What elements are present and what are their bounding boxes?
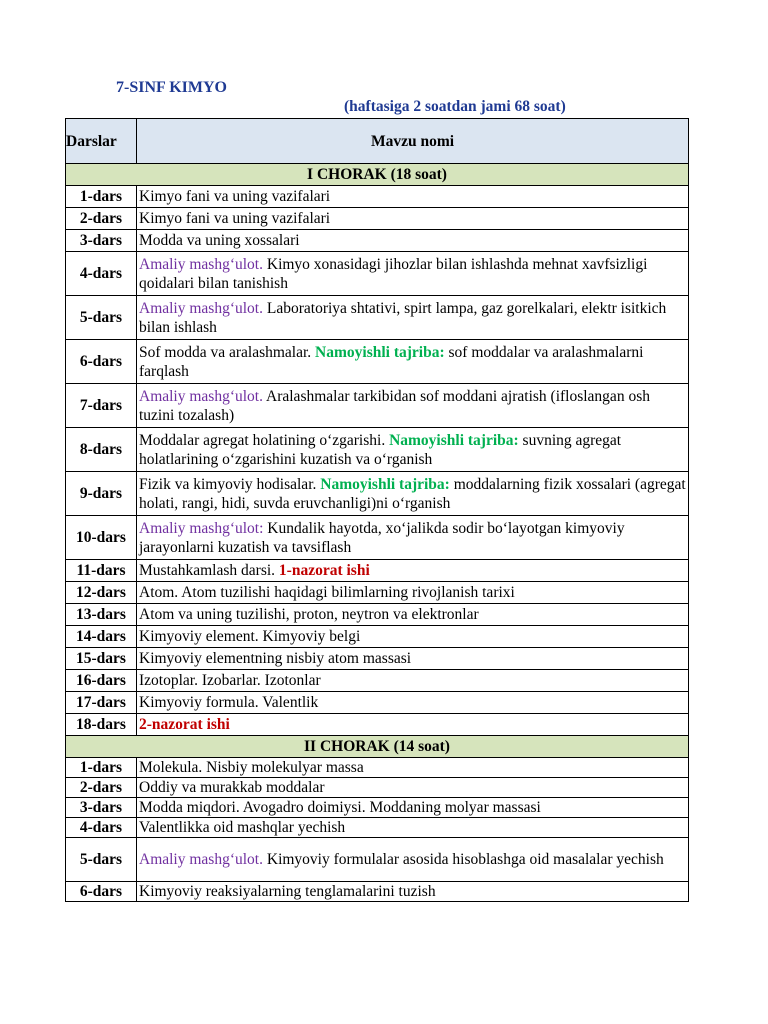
lesson-number: 7-dars <box>66 384 137 428</box>
lesson-number: 2-dars <box>66 778 137 798</box>
demo-experiment-label: Namoyishli tajriba: <box>389 431 519 449</box>
lesson-topic <box>137 648 689 670</box>
column-header-lessons: Darslar <box>66 119 137 164</box>
lesson-number: 9-dars <box>66 472 137 516</box>
lesson-topic <box>137 186 689 208</box>
lesson-number: 18-dars <box>66 714 137 736</box>
topic-text: Oddiy va murakkab moddalar <box>139 779 325 796</box>
table-row <box>66 692 689 714</box>
quarter-header-row <box>66 736 689 758</box>
topic-text: Kimyoviy formulalar asosida hisoblashga oid masalalar yechish <box>263 851 664 868</box>
topic-text: Laboratoriya shtativi, spirt lampa, gaz gorelkalari, elektr isitkich bilan ishlash <box>139 299 667 336</box>
topic-text: Kimyoviy reaksiyalarning tenglamalarini tuzish <box>139 883 436 900</box>
topic-text: Mustahkamlash darsi. <box>139 562 279 579</box>
table-row <box>66 208 689 230</box>
practical-label: Amaliy mashg‘ulot. <box>139 255 263 273</box>
topic-text: Sof modda va aralashmalar. <box>139 343 316 361</box>
lesson-topic <box>137 758 689 778</box>
lesson-number: 15-dars <box>66 648 137 670</box>
table-header-row <box>66 119 689 164</box>
column-header-topic: Mavzu nomi <box>137 119 689 164</box>
quarter-label: II CHORAK (14 soat) <box>66 736 689 758</box>
table-row <box>66 252 689 296</box>
lesson-topic <box>137 604 689 626</box>
topic-text: sof moddalar va aralashmalarni farqlash <box>139 343 644 380</box>
topic-text: Atom va uning tuzilishi, proton, neytron va elektronlar <box>139 606 479 623</box>
lesson-topic <box>137 516 689 560</box>
table-row <box>66 670 689 692</box>
lesson-topic <box>137 340 689 384</box>
topic-text: Fizik va kimyoviy hodisalar. <box>139 475 321 493</box>
lesson-topic <box>137 230 689 252</box>
table-row <box>66 340 689 384</box>
topic-text: Kimyoviy formula. Valentlik <box>139 694 319 711</box>
topic-text: Moddalar agregat holatining o‘zgarishi. <box>139 431 390 449</box>
topic-text: Kimyoviy element. Kimyoviy belgi <box>139 628 361 645</box>
lesson-number: 6-dars <box>66 340 137 384</box>
topic-text: Kimyoviy elementning nisbiy atom massasi <box>139 650 412 667</box>
table-row <box>66 604 689 626</box>
lesson-topic <box>137 428 689 472</box>
lesson-number: 14-dars <box>66 626 137 648</box>
topic-text: suvning agregat holatlarining o‘zgarishini kuzatish va o‘rganish <box>139 431 622 468</box>
table-row <box>66 714 689 736</box>
topic-text: Kimyo fani va uning vazifalari <box>139 188 331 205</box>
topic-text: Modda va uning xossalari <box>139 232 300 249</box>
lesson-number: 2-dars <box>66 208 137 230</box>
lesson-topic <box>137 472 689 516</box>
table-row <box>66 472 689 516</box>
lesson-topic <box>137 714 689 736</box>
practical-label: Amaliy mashg‘ulot. <box>139 851 263 868</box>
lesson-topic <box>137 296 689 340</box>
lesson-number: 5-dars <box>66 296 137 340</box>
practical-label: Amaliy mashg‘ulot. <box>139 387 263 405</box>
lesson-number: 10-dars <box>66 516 137 560</box>
topic-text: Izotoplar. Izobarlar. Izotonlar <box>139 672 321 689</box>
lesson-number: 4-dars <box>66 818 137 838</box>
lesson-number: 4-dars <box>66 252 137 296</box>
table-row <box>66 516 689 560</box>
table-body <box>66 164 689 902</box>
demo-experiment-label: Namoyishli tajriba: <box>320 475 450 493</box>
table-row <box>66 758 689 778</box>
topic-text: Kimyo fani va uning vazifalari <box>139 210 331 227</box>
table-row <box>66 560 689 582</box>
topic-text: Modda miqdori. Avogadro doimiysi. Moddaning molyar massasi <box>139 799 541 816</box>
lesson-plan-table <box>65 118 689 902</box>
lesson-topic <box>137 208 689 230</box>
topic-text: Aralashmalar tarkibidan sof moddani ajratish (ifloslangan osh tuzini tozalash) <box>139 387 650 424</box>
lesson-topic <box>137 560 689 582</box>
lesson-topic <box>137 384 689 428</box>
lesson-number: 16-dars <box>66 670 137 692</box>
lesson-number: 1-dars <box>66 186 137 208</box>
quarter-header-row <box>66 164 689 186</box>
test-label: 1-nazorat ishi <box>278 562 370 579</box>
lesson-number: 11-dars <box>66 560 137 582</box>
topic-text: moddalarning fizik xossalari (agregat holati, rangi, hidi, suvda eruvchanligi)ni o‘rganish <box>139 475 686 512</box>
test-label: 2-nazorat ishi <box>139 716 230 733</box>
topic-text: Kundalik hayotda, xo‘jalikda sodir bo‘layotgan kimyoviy jarayonlarni kuzatish va tavsiflash <box>139 519 625 556</box>
lesson-number: 17-dars <box>66 692 137 714</box>
table-row <box>66 778 689 798</box>
table-row <box>66 296 689 340</box>
lesson-number: 6-dars <box>66 882 137 902</box>
table-row <box>66 230 689 252</box>
lesson-topic <box>137 818 689 838</box>
table-row <box>66 798 689 818</box>
lesson-number: 3-dars <box>66 230 137 252</box>
table-row <box>66 186 689 208</box>
lesson-topic <box>137 882 689 902</box>
table-row <box>66 882 689 902</box>
page-subtitle: (haftasiga 2 soatdan jami 68 soat) <box>344 98 566 115</box>
practical-label: Amaliy mashg‘ulot: <box>139 519 264 537</box>
quarter-label: I CHORAK (18 soat) <box>66 164 689 186</box>
lesson-number: 12-dars <box>66 582 137 604</box>
table-row <box>66 648 689 670</box>
lesson-topic <box>137 692 689 714</box>
topic-text: Kimyo xonasidagi jihozlar bilan ishlashda mehnat xavfsizligi qoidalari bilan tanishish <box>139 255 648 292</box>
lesson-topic <box>137 798 689 818</box>
lesson-number: 3-dars <box>66 798 137 818</box>
table-row <box>66 626 689 648</box>
practical-label: Amaliy mashg‘ulot. <box>139 299 263 317</box>
lesson-topic <box>137 582 689 604</box>
lesson-topic <box>137 838 689 882</box>
lesson-topic <box>137 626 689 648</box>
lesson-number: 5-dars <box>66 838 137 882</box>
topic-text: Valentlikka oid mashqlar yechish <box>139 819 346 836</box>
table-row <box>66 818 689 838</box>
lesson-number: 1-dars <box>66 758 137 778</box>
table-row <box>66 838 689 882</box>
lesson-topic <box>137 670 689 692</box>
lesson-number: 8-dars <box>66 428 137 472</box>
table-row <box>66 582 689 604</box>
lesson-topic <box>137 252 689 296</box>
topic-text: Atom. Atom tuzilishi haqidagi bilimlarning rivojlanish tarixi <box>139 584 515 601</box>
page-title: 7-SINF KIMYO <box>116 79 227 96</box>
table-row <box>66 428 689 472</box>
lesson-topic <box>137 778 689 798</box>
table-row <box>66 384 689 428</box>
demo-experiment-label: Namoyishli tajriba: <box>315 343 445 361</box>
topic-text: Molekula. Nisbiy molekulyar massa <box>139 759 364 776</box>
lesson-number: 13-dars <box>66 604 137 626</box>
